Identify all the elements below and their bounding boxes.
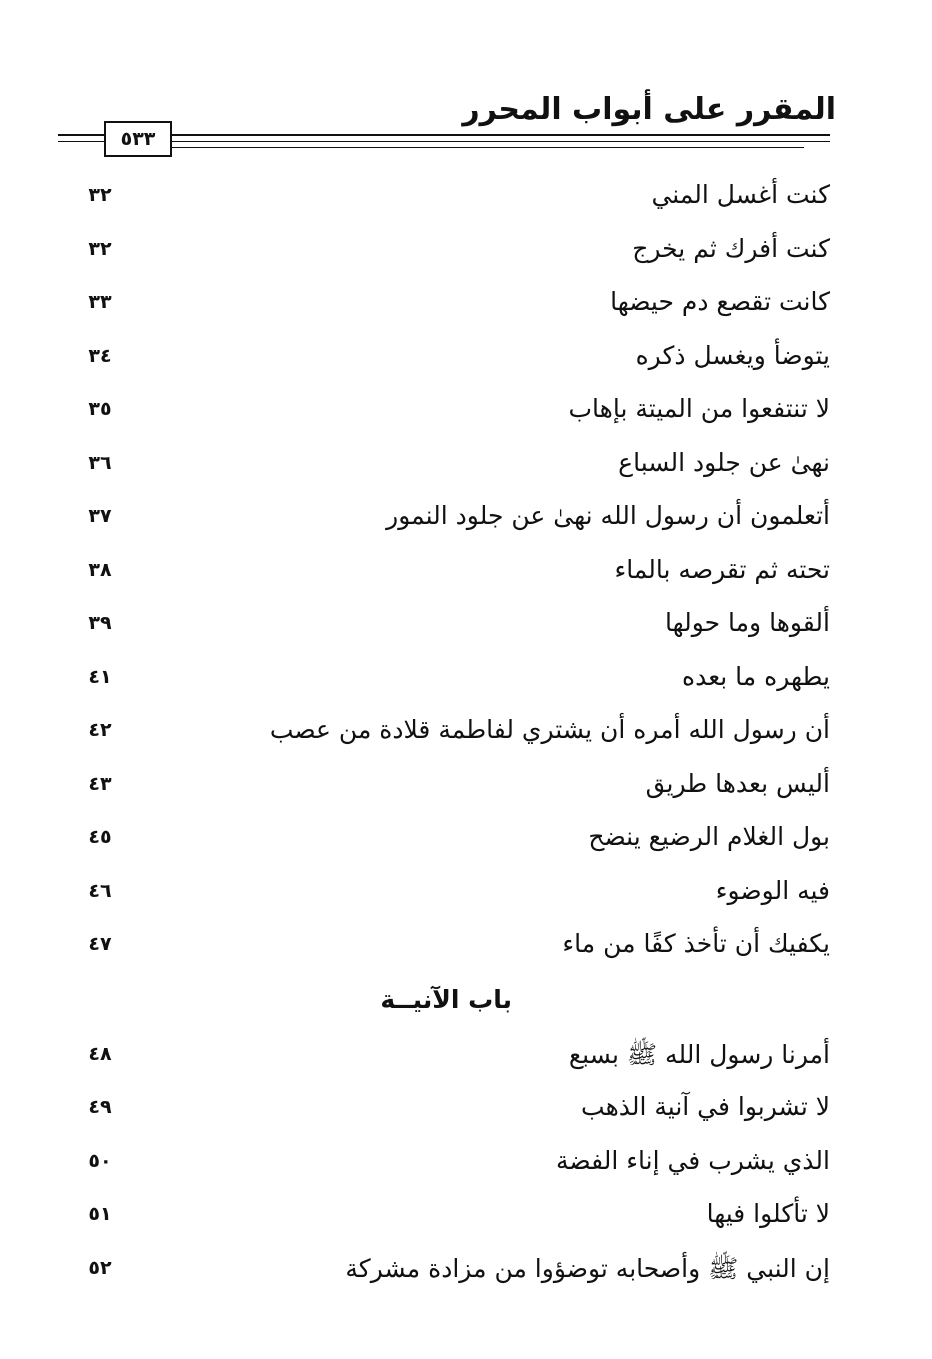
index-entry bbox=[78, 228, 830, 282]
entry-page: ٣٣ bbox=[88, 291, 112, 313]
index-entry bbox=[78, 388, 830, 442]
entry-text: لا تأكلوا فيها bbox=[706, 1199, 830, 1228]
page-number-box bbox=[104, 121, 172, 157]
index-entry bbox=[78, 923, 830, 977]
entry-text: أن رسول الله أمره أن يشتري لفاطمة قلادة من عصب bbox=[269, 715, 830, 744]
entry-text: كانت تقصع دم حيضها bbox=[610, 287, 830, 316]
entry-page: ٥٠ bbox=[88, 1149, 112, 1172]
index-entry bbox=[78, 174, 830, 228]
entry-page: ٣٧ bbox=[88, 505, 112, 527]
index-entry bbox=[78, 1193, 830, 1247]
entry-page: ٤٣ bbox=[88, 772, 112, 795]
entry-text: يتوضأ ويغسل ذكره bbox=[635, 340, 830, 370]
entry-text: نهىٰ عن جلود السباع bbox=[618, 447, 830, 477]
index-entry bbox=[78, 709, 830, 763]
entry-text: الذي يشرب في إناء الفضة bbox=[556, 1145, 830, 1175]
entry-page: ٣٢ bbox=[88, 184, 112, 206]
section-heading bbox=[78, 977, 830, 1033]
entry-text: كنت أغسل المني bbox=[651, 180, 830, 209]
page-number: ٥٣٣ bbox=[120, 128, 156, 150]
header-rule-middle bbox=[58, 141, 830, 142]
entry-text: أليس بعدها طريق bbox=[645, 768, 830, 798]
entry-page: ٥١ bbox=[88, 1203, 112, 1225]
index-entry bbox=[78, 1086, 830, 1140]
index-entry bbox=[78, 442, 830, 496]
running-header-title: المقرر على أبواب المحرر bbox=[462, 92, 836, 127]
index-entry bbox=[78, 549, 830, 603]
entry-text: أمرنا رسول الله ﷺ بسبع bbox=[568, 1039, 830, 1069]
index-entry bbox=[78, 763, 830, 817]
entry-text: أتعلمون أن رسول الله نهىٰ عن جلود النمور bbox=[386, 501, 830, 530]
entry-page: ٤٧ bbox=[88, 933, 112, 955]
index-list bbox=[78, 174, 830, 1300]
section-heading-text: باب الآنيــة bbox=[380, 984, 512, 1014]
index-entry bbox=[78, 1033, 830, 1087]
entry-page: ٣٢ bbox=[88, 237, 112, 260]
entry-page: ٣٨ bbox=[88, 558, 112, 581]
entry-text: لا تشربوا في آنية الذهب bbox=[581, 1092, 830, 1121]
entry-text: لا تنتفعوا من الميتة بإهاب bbox=[568, 394, 830, 423]
entry-page: ٣٦ bbox=[88, 451, 112, 474]
entry-text: تحته ثم تقرصه بالماء bbox=[614, 554, 830, 584]
entry-text: ألقوها وما حولها bbox=[664, 608, 830, 637]
index-entry bbox=[78, 1247, 830, 1301]
entry-page: ٤٥ bbox=[88, 826, 112, 848]
header-rule-top bbox=[58, 134, 830, 136]
index-entry bbox=[78, 602, 830, 656]
index-entry bbox=[78, 495, 830, 549]
entry-page: ٣٥ bbox=[88, 398, 112, 420]
index-entry bbox=[78, 1140, 830, 1194]
entry-page: ٣٤ bbox=[88, 344, 112, 367]
entry-page: ٥٢ bbox=[88, 1256, 112, 1279]
header-rule-bottom bbox=[172, 147, 804, 148]
entry-page: ٤٢ bbox=[88, 719, 112, 741]
entry-text: كنت أفرك ثم يخرج bbox=[632, 233, 830, 263]
index-entry bbox=[78, 870, 830, 924]
entry-text: فيه الوضوء bbox=[715, 875, 830, 905]
entry-page: ٤١ bbox=[88, 665, 112, 688]
index-entry bbox=[78, 281, 830, 335]
entry-page: ٤٦ bbox=[88, 879, 112, 902]
entry-text: يكفيك أن تأخذ كفًا من ماء bbox=[562, 929, 830, 958]
entry-page: ٣٩ bbox=[88, 612, 112, 634]
index-entry bbox=[78, 335, 830, 389]
index-entry bbox=[78, 816, 830, 870]
entry-page: ٤٩ bbox=[88, 1096, 112, 1118]
entry-text: يطهره ما بعده bbox=[681, 661, 830, 691]
index-entry bbox=[78, 656, 830, 710]
entry-page: ٤٨ bbox=[88, 1042, 112, 1065]
entry-text: إن النبي ﷺ وأصحابه توضؤوا من مزادة مشركة bbox=[345, 1253, 830, 1283]
entry-text: بول الغلام الرضيع ينضح bbox=[588, 822, 830, 851]
